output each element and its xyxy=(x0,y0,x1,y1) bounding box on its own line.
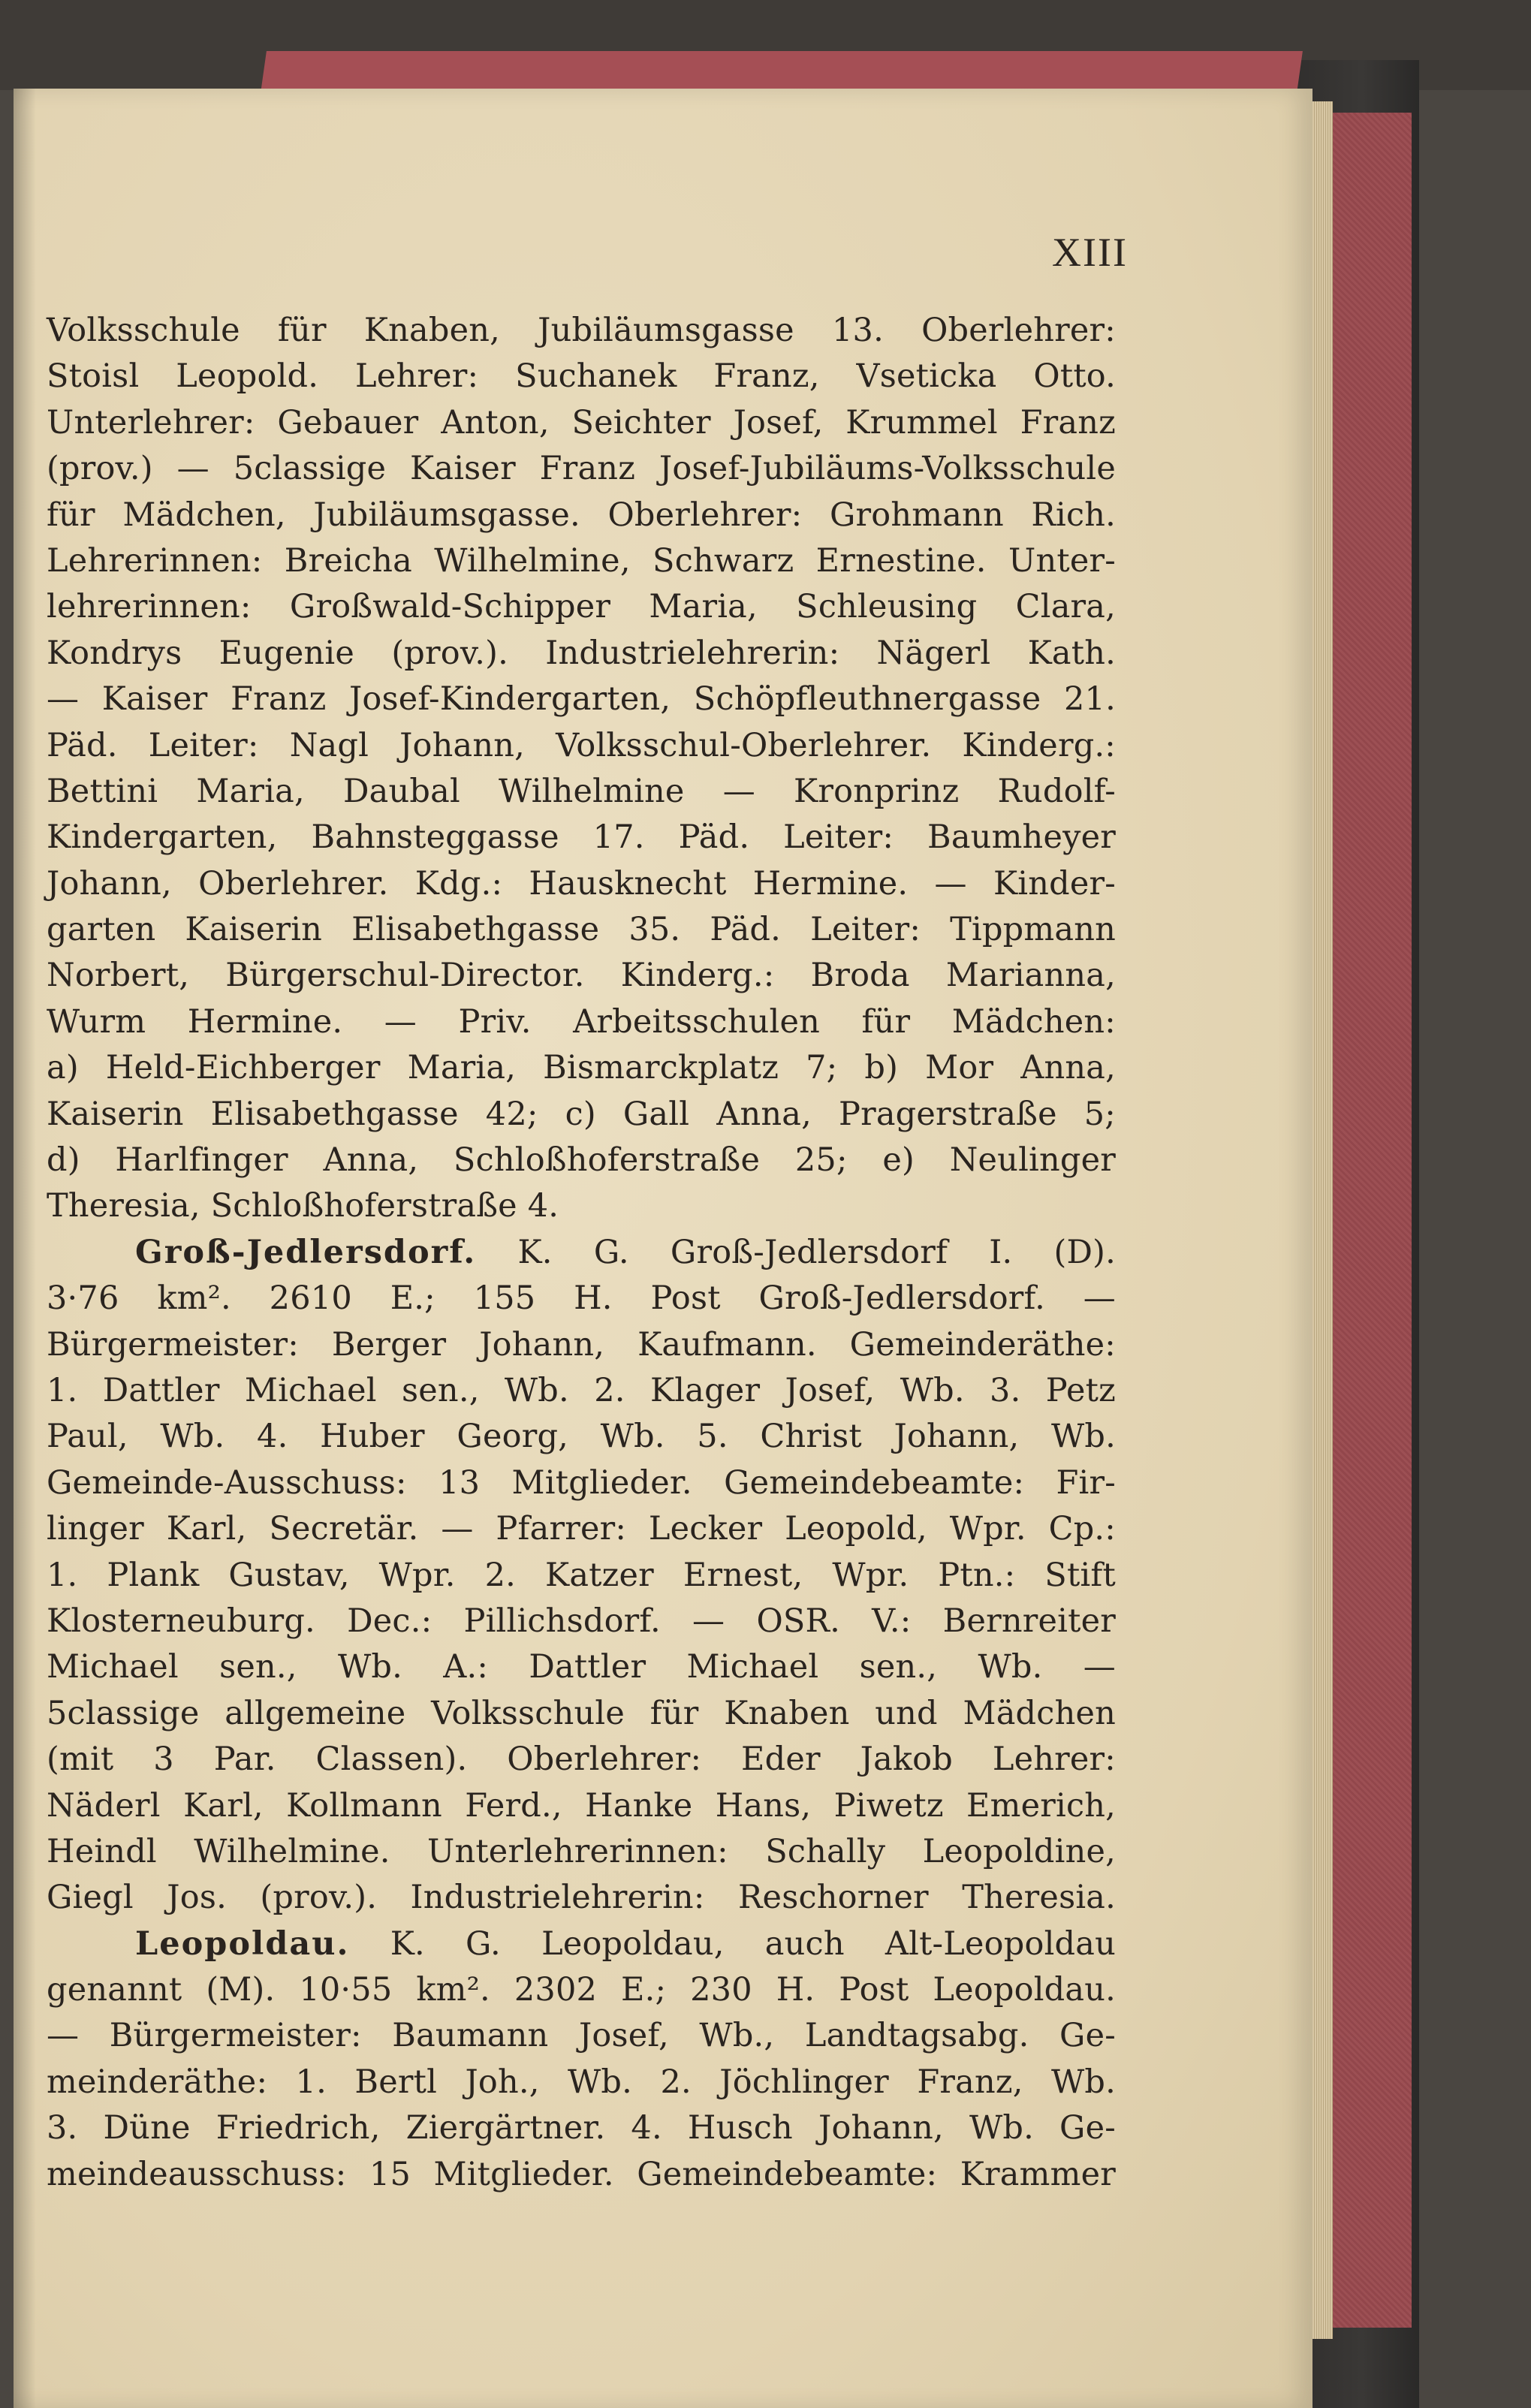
text-line xyxy=(47,1276,1116,1322)
line-text: Klosterneuburg. Dec.: Pillichsdorf. — OSR. V.: Bernreiter xyxy=(47,1602,1116,1640)
text-line xyxy=(47,677,1116,722)
line-text: genannt (M). 10·55 km². 2302 E.; 230 H. Post Leopoldau. xyxy=(47,1971,1116,2009)
line-text: Heindl Wilhelmine. Unterlehrerinnen: Schally Leopoldine, xyxy=(47,1832,1116,1870)
line-text: Gemeinde-Ausschuss: 13 Mitglieder. Gemeindebeamte: Fir- xyxy=(47,1463,1116,1502)
line-text: garten Kaiserin Elisabethgasse 35. Päd. Leiter: Tippmann xyxy=(47,911,1116,949)
place-heading: Leopoldau. xyxy=(135,1924,350,1963)
text-line xyxy=(47,2105,1116,2151)
text-line xyxy=(47,1506,1116,1552)
line-text: d) Harlfinger Anna, Schloßhoferstraße 25; e) Neulinger xyxy=(47,1141,1116,1180)
page-edges xyxy=(1310,101,1333,2339)
text-line xyxy=(47,400,1116,446)
line-text: 1. Plank Gustav, Wpr. 2. Katzer Ernest, Wpr. Ptn.: Stift xyxy=(47,1556,1116,1594)
text-line xyxy=(47,2013,1116,2059)
text-line xyxy=(47,907,1116,953)
line-text: Kindergarten, Bahnsteggasse 17. Päd. Leiter: Baumheyer xyxy=(47,818,1116,857)
text-line xyxy=(47,631,1116,677)
line-text: Johann, Oberlehrer. Kdg.: Hausknecht Hermine. — Kinder- xyxy=(47,864,1116,903)
text-line xyxy=(47,1691,1116,1737)
line-text: Bürgermeister: Berger Johann, Kaufmann. Gemeinderäthe: xyxy=(47,1325,1116,1364)
text-line xyxy=(47,493,1116,538)
text-line xyxy=(47,1829,1116,1875)
line-text: Giegl Jos. (prov.). Industrielehrerin: Reschorner Theresia. xyxy=(47,1879,1116,1917)
line-text: Kaiserin Elisabethgasse 42; c) Gall Anna, Pragerstraße 5; xyxy=(47,1095,1116,1133)
line-text: — Bürgermeister: Baumann Josef, Wb., Landtagsabg. Ge- xyxy=(47,2017,1116,2055)
text-line xyxy=(47,1783,1116,1829)
line-text: Michael sen., Wb. A.: Dattler Michael sen., Wb. — xyxy=(47,1648,1116,1686)
line-text: 1. Dattler Michael sen., Wb. 2. Klager Josef, Wb. 3. Petz xyxy=(47,1371,1116,1409)
line-text: 3. Düne Friedrich, Ziergärtner. 4. Husch Johann, Wb. Ge- xyxy=(47,2109,1116,2147)
line-text: für Mädchen, Jubiläumsgasse. Oberlehrer: Grohmann Rich. xyxy=(47,496,1116,534)
line-text: Volksschule für Knaben, Jubiläumsgasse 13. Oberlehrer: xyxy=(47,312,1116,349)
text-line xyxy=(47,1045,1116,1091)
line-text: Bettini Maria, Daubal Wilhelmine — Kronprinz Rudolf- xyxy=(47,772,1116,810)
line-text: Theresia, Schloßhoferstraße 4. xyxy=(47,1187,559,1225)
line-text: Lehrerinnen: Breicha Wilhelmine, Schwarz Ernestine. Unter- xyxy=(47,541,1116,580)
line-text: (mit 3 Par. Classen). Oberlehrer: Eder Jakob Lehrer: xyxy=(47,1740,1116,1779)
text-line xyxy=(47,1737,1116,1783)
text-line xyxy=(47,815,1116,860)
text-line xyxy=(47,1414,1116,1460)
text-line xyxy=(47,446,1116,492)
text-line xyxy=(47,354,1116,399)
text-line xyxy=(47,2060,1116,2105)
text-line xyxy=(47,1553,1116,1599)
text-line xyxy=(47,1599,1116,1644)
line-text: Kondrys Eugenie (prov.). Industrielehrerin: Nägerl Kath. xyxy=(47,634,1116,672)
line-text: Paul, Wb. 4. Huber Georg, Wb. 5. Christ Johann, Wb. xyxy=(47,1418,1116,1456)
line-text: K. G. Groß-Jedlersdorf I. (D). xyxy=(517,1233,1117,1271)
line-text: — Kaiser Franz Josef-Kindergarten, Schöpfleuthnergasse 21. xyxy=(47,680,1116,719)
line-text: Stoisl Leopold. Lehrer: Suchanek Franz, Vseticka Otto. xyxy=(47,357,1116,396)
text-line xyxy=(47,2152,1116,2198)
line-text: meindeausschuss: 15 Mitglieder. Gemeindebeamte: Krammer xyxy=(47,2155,1116,2193)
line-text: Norbert, Bürgerschul-Director. Kinderg.: Broda Marianna, xyxy=(47,957,1116,995)
line-text: meinderäthe: 1. Bertl Joh., Wb. 2. Jöchlinger Franz, Wb. xyxy=(47,2063,1116,2101)
line-text: Wurm Hermine. — Priv. Arbeitsschulen für Mädchen: xyxy=(47,1002,1116,1041)
text-line xyxy=(47,538,1116,584)
text-line xyxy=(47,308,1116,354)
text-line xyxy=(47,769,1116,815)
line-text: 3·76 km². 2610 E.; 155 H. Post Groß-Jedlersdorf. — xyxy=(47,1279,1116,1318)
text-line xyxy=(47,584,1116,630)
text-line xyxy=(47,1092,1116,1138)
text-line xyxy=(47,953,1116,999)
text-line xyxy=(47,1368,1116,1414)
spine-shadow xyxy=(14,89,36,2408)
line-text: Päd. Leiter: Nagl Johann, Volksschul-Oberlehrer. Kinderg.: xyxy=(47,726,1116,764)
text-line xyxy=(47,999,1116,1045)
text-line xyxy=(47,1644,1116,1690)
text-line xyxy=(47,861,1116,907)
place-heading: Groß-Jedlersdorf. xyxy=(135,1233,477,1271)
line-text: 5classige allgemeine Volksschule für Knaben und Mädchen xyxy=(47,1694,1116,1732)
page-text xyxy=(47,308,1116,2198)
entry-heading-line xyxy=(47,1230,1116,1276)
text-line xyxy=(47,1183,1116,1229)
text-line xyxy=(47,1460,1116,1506)
text-line xyxy=(47,1967,1116,2013)
entry-heading-line xyxy=(47,1921,1116,1967)
line-text: Unterlehrer: Gebauer Anton, Seichter Josef, Krummel Franz xyxy=(47,403,1116,442)
line-text: lehrerinnen: Großwald-Schipper Maria, Schleusing Clara, xyxy=(47,588,1116,626)
line-text: K. G. Leopoldau, auch Alt-Leopoldau xyxy=(390,1924,1116,1963)
line-text: (prov.) — 5classige Kaiser Franz Josef-Jubiläums-Volksschule xyxy=(47,450,1116,488)
line-text: a) Held-Eichberger Maria, Bismarckplatz 7; b) Mor Anna, xyxy=(47,1049,1116,1087)
text-line xyxy=(47,1875,1116,1921)
line-text: linger Karl, Secretär. — Pfarrer: Lecker Leopold, Wpr. Cp.: xyxy=(47,1510,1116,1548)
text-line xyxy=(47,1138,1116,1183)
line-text: Näderl Karl, Kollmann Ferd., Hanke Hans, Piwetz Emerich, xyxy=(47,1786,1116,1825)
page-number: XIII xyxy=(1052,230,1128,275)
text-line xyxy=(47,723,1116,769)
text-line xyxy=(47,1322,1116,1368)
